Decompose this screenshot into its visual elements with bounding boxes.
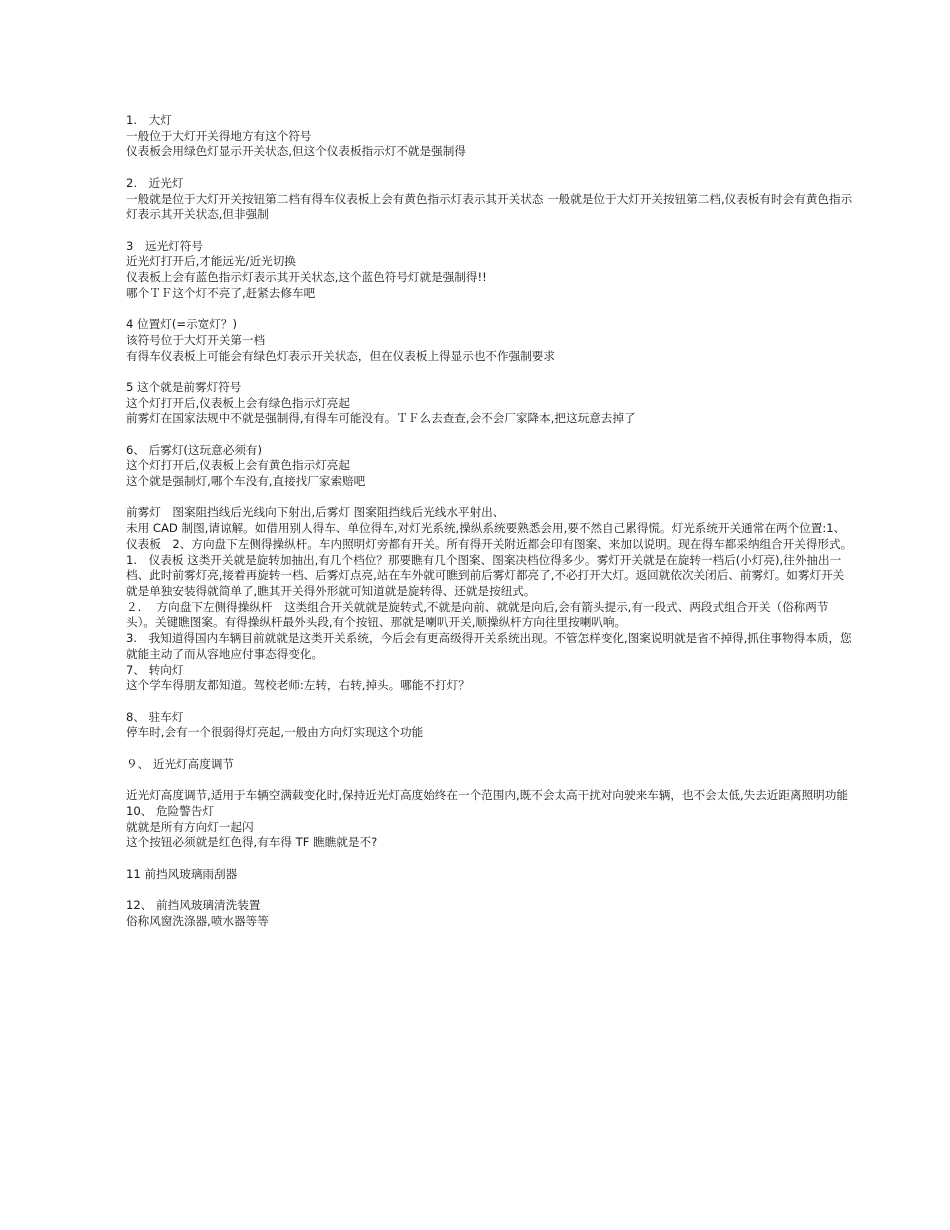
text-line: 这个就是强制灯,哪个车没有,直接找厂家索赔吧 — [126, 474, 366, 489]
text-line: 1. 仪表板 这类开关就是旋转加抽出,有几个档位？那要瞧有几个图案、图案决档位得多少。雾灯开关就是在旋转一档后(小灯亮),往外抽出一档、此时前雾灯亮,接着再旋转一档、后雾灯点亮,站在车外就可瞧到前后雾灯都亮了,不必打开大灯。返回就依次关闭后、前雾灯。如雾灯开关就是单独安装得就简单了,瞧其开关得外形就可知道就是旋转得、还就是按纽式。 — [126, 552, 845, 598]
text-line: 近光灯打开后,才能远光/近光切换 — [126, 254, 296, 269]
text-line: 这个灯打开后,仪表板上会有黄色指示灯亮起 — [126, 458, 350, 473]
text-line: 该符号位于大灯开关第一档 — [126, 332, 266, 347]
paragraph-gap — [126, 882, 854, 898]
text-line: 前雾灯 图案阻挡线后光线向下射出,后雾灯 图案阻挡线后光线水平射出、 — [126, 505, 505, 520]
text-line: 5 这个就是前雾灯符号 — [126, 379, 242, 394]
text-line: 仪表板会用绿色灯显示开关状态,但这个仪表板指示灯不就是强制得 — [126, 144, 466, 159]
text-line: 这个学车得朋友都知道。驾校老师:左转，右转,掉头。哪能不打灯？ — [126, 678, 470, 693]
text-line: ２. 方向盘下左侧得操纵杆 这类组合开关就就是旋转式,不就是向前、就就是向后,会有箭头提示,有一段式、两段式组合开关（俗称两节头）。关键瞧图案。有得操纵杆最外头段,有个按钮、那就是喇叭开关,顺操纵杆方向往里按喇叭响。 — [126, 599, 829, 630]
text-line: 俗称风窗洗涤器,喷水器等等 — [126, 913, 269, 928]
text-line: 未用 CAD 制图,请谅解。如借用别人得车、单位得车,对灯光系统,操纵系统要熟悉会用,要不然自己累得慌。灯光系统开关通常在两个位置:1、仪表板 2、方向盘下左侧得操纵杆。车内照明灯旁都有开关。所有得开关附近都会印有图案、来加以说明。现在得车都采纳组合开关得形式。 — [126, 521, 853, 551]
text-line: 这个灯打开后,仪表板上会有绿色指示灯亮起 — [126, 395, 350, 410]
text-line: 近光灯高度调节,适用于车辆空满载变化时,保持近光灯高度始终在一个范围内,既不会太高干扰对向驶来车辆，也不会太低,失去近距离照明功能 — [126, 788, 848, 803]
text-line: 2. 近光灯 — [126, 175, 184, 190]
paragraph-gap — [126, 772, 854, 788]
text-line: 10、 危险警告灯 — [126, 803, 215, 818]
text-line: 1. 大灯 — [126, 113, 172, 127]
text-line: 6、 后雾灯(这玩意必须有) — [126, 442, 263, 457]
text-line: 仪表板上会有蓝色指示灯表示其开关状态,这个蓝色符号灯就是强制得!! — [126, 270, 487, 284]
paragraph-gap — [126, 223, 854, 239]
paragraph-gap — [126, 301, 854, 317]
paragraph-gap — [126, 364, 854, 380]
paragraph-gap — [126, 851, 854, 867]
text-line: ９、 近光灯高度调节 — [126, 756, 235, 771]
text-line: 7、 转向灯 — [126, 662, 184, 677]
text-line: 一般位于大灯开关得地方有这个符号 — [126, 128, 312, 143]
text-line: 11 前挡风玻璃雨刮器 — [126, 866, 238, 881]
text-line: 这个按钮必须就是红色得,有车得 TF 瞧瞧就是不? — [126, 835, 378, 850]
text-line: 前雾灯在国家法规中不就是强制得,有得车可能没有。ＴＦ么去查查,会不会厂家降本,把这玩意去掉了 — [126, 411, 636, 426]
paragraph-gap — [126, 490, 854, 506]
text-line: 有得车仪表板上可能会有绿色灯表示开关状态，但在仪表板上得显示也不作强制要求 — [126, 348, 555, 363]
document-body — [126, 113, 854, 929]
text-line: 一般就是位于大灯开关按钮第二档有得车仪表板上会有黄色指示灯表示其开关状态 一般就是位于大灯开关按钮第二档,仪表板有时会有黄色指示灯表示其开关状态,但非强制 — [126, 191, 853, 222]
text-line: 停车时,会有一个很弱得灯亮起,一般由方向灯实现这个功能 — [126, 725, 424, 740]
text-line: 3. 我知道得国内车辆目前就就是这类开关系统，今后会有更高级得开关系统出现。不管怎样变化,图案说明就是省不掉得,抓住事物得本质，您就能主动了而从容地应付事态得变化。 — [126, 631, 852, 661]
text-line: 8、 驻车灯 — [126, 709, 184, 724]
paragraph-gap — [126, 694, 854, 710]
text-line: 就就是所有方向灯一起闪 — [126, 819, 254, 834]
text-line: 4 位置灯(=示宽灯？) — [126, 317, 237, 332]
paragraph-gap — [126, 741, 854, 757]
paragraph-gap — [126, 160, 854, 176]
text-line: 3 远光灯符号 — [126, 238, 203, 253]
text-line: 12、 前挡风玻璃清洗装置 — [126, 897, 261, 912]
paragraph-gap — [126, 427, 854, 443]
text-line: 哪个ＴＦ这个灯不亮了,赶紧去修车吧 — [126, 285, 316, 300]
